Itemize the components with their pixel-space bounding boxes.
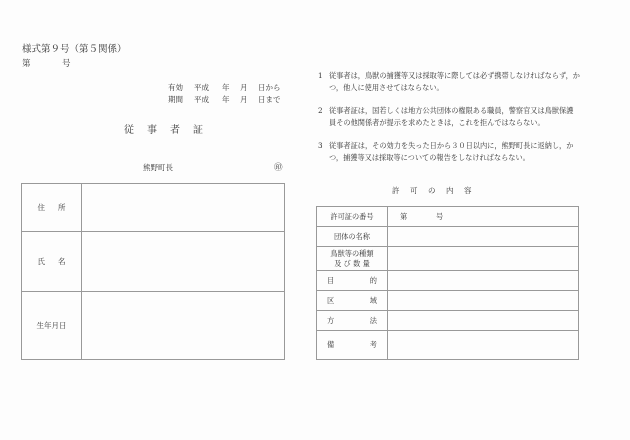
title-char: 従 xyxy=(124,125,134,136)
day-to: 日まで xyxy=(258,95,281,104)
birthdate-label: 生年月日 xyxy=(22,292,82,360)
table-row xyxy=(22,292,285,360)
heading-char: 可 xyxy=(410,186,418,195)
table-row xyxy=(317,291,579,311)
month-unit: 月 xyxy=(240,83,248,92)
label-line: 及 び 数 量 xyxy=(334,258,370,268)
note-item xyxy=(318,105,580,129)
issue-number xyxy=(22,57,71,69)
heading-char: の xyxy=(428,186,436,195)
title-char: 証 xyxy=(193,125,203,136)
permit-heading xyxy=(392,185,482,196)
label-text: 備考 xyxy=(327,340,377,349)
notes-list xyxy=(318,70,580,175)
validity-label: 有効 xyxy=(168,83,183,92)
validity-to xyxy=(168,94,281,106)
table-row xyxy=(317,331,579,360)
note-text: 従事者証は，その効力を失った日から３０日以内に，熊野町長に返納し，かつ，捕獲等又は採取等についての報告をしなければならない。 xyxy=(329,141,574,162)
label-char: 住 xyxy=(37,203,51,212)
label-char: 所 xyxy=(58,203,66,212)
name-field[interactable] xyxy=(82,232,285,292)
species-quantity-field[interactable] xyxy=(388,247,579,271)
name-label xyxy=(22,232,82,292)
validity-label: 期間 xyxy=(168,95,183,104)
organization-name-label: 団体の名称 xyxy=(317,227,388,247)
permit-number-label: 許可証の番号 xyxy=(317,207,388,227)
personal-info-table xyxy=(21,183,285,360)
purpose-label xyxy=(317,271,388,291)
day-from: 日から xyxy=(258,83,281,92)
title-char: 者 xyxy=(170,125,180,136)
method-field[interactable] xyxy=(388,311,579,331)
area-label xyxy=(317,291,388,311)
note-number: 3 xyxy=(318,141,323,150)
issue-number-suffix: 号 xyxy=(62,59,71,69)
label-line: 鳥獣等の種類 xyxy=(330,248,374,258)
document-title xyxy=(124,121,216,136)
note-item xyxy=(318,70,580,94)
method-label xyxy=(317,311,388,331)
table-row xyxy=(22,184,285,232)
label-text: 方法 xyxy=(327,315,377,325)
note-text: 従事者証は，国若しくは地方公共団体の権限ある職員，警察官又は鳥獣保護員その他関係者が提示を求めたときは，これを拒んではならない。 xyxy=(329,106,574,127)
form-number: 様式第９号（第５関係） xyxy=(22,44,127,55)
table-row xyxy=(317,207,579,227)
table-row xyxy=(317,271,579,291)
heading-char: 許 xyxy=(392,186,400,195)
table-row xyxy=(317,247,579,271)
permit-details-table xyxy=(316,206,579,360)
label-char: 名 xyxy=(58,257,66,266)
label-char: 氏 xyxy=(37,257,51,266)
table-row xyxy=(317,311,579,331)
note-item xyxy=(318,140,580,164)
validity-period xyxy=(168,82,281,106)
month-unit: 月 xyxy=(240,95,248,104)
label-text: 目的 xyxy=(327,275,377,285)
address-label xyxy=(22,184,82,232)
birthdate-field[interactable] xyxy=(82,292,285,360)
organization-name-field[interactable] xyxy=(388,227,579,247)
remarks-label xyxy=(317,331,388,360)
issue-number-prefix: 第 xyxy=(22,59,31,69)
permit-number-field[interactable] xyxy=(388,207,579,227)
remarks-field[interactable] xyxy=(388,331,579,360)
note-number: 2 xyxy=(318,106,323,115)
year-unit: 年 xyxy=(222,95,230,104)
year-unit: 年 xyxy=(222,83,230,92)
purpose-field[interactable] xyxy=(388,271,579,291)
heading-char: 容 xyxy=(464,186,472,195)
species-quantity-label xyxy=(317,247,388,271)
value-suffix: 号 xyxy=(436,211,444,221)
value-prefix: 第 xyxy=(400,211,408,221)
table-row xyxy=(317,227,579,247)
era: 平成 xyxy=(194,83,209,92)
era: 平成 xyxy=(194,95,209,104)
issuer-name: 熊野町長 xyxy=(143,163,173,172)
title-char: 事 xyxy=(147,125,157,136)
table-row xyxy=(22,232,285,292)
note-text: 従事者は，鳥獣の捕獲等又は採取等に際しては必ず携帯しなければならず，かつ，他人に使用させてはならない。 xyxy=(329,71,580,92)
label-text: 区域 xyxy=(327,295,377,305)
heading-char: 内 xyxy=(446,186,454,195)
seal-mark: ㊞ xyxy=(274,163,283,173)
address-field[interactable] xyxy=(82,184,285,232)
note-number: 1 xyxy=(318,71,323,80)
area-field[interactable] xyxy=(388,291,579,311)
validity-from xyxy=(168,82,281,94)
